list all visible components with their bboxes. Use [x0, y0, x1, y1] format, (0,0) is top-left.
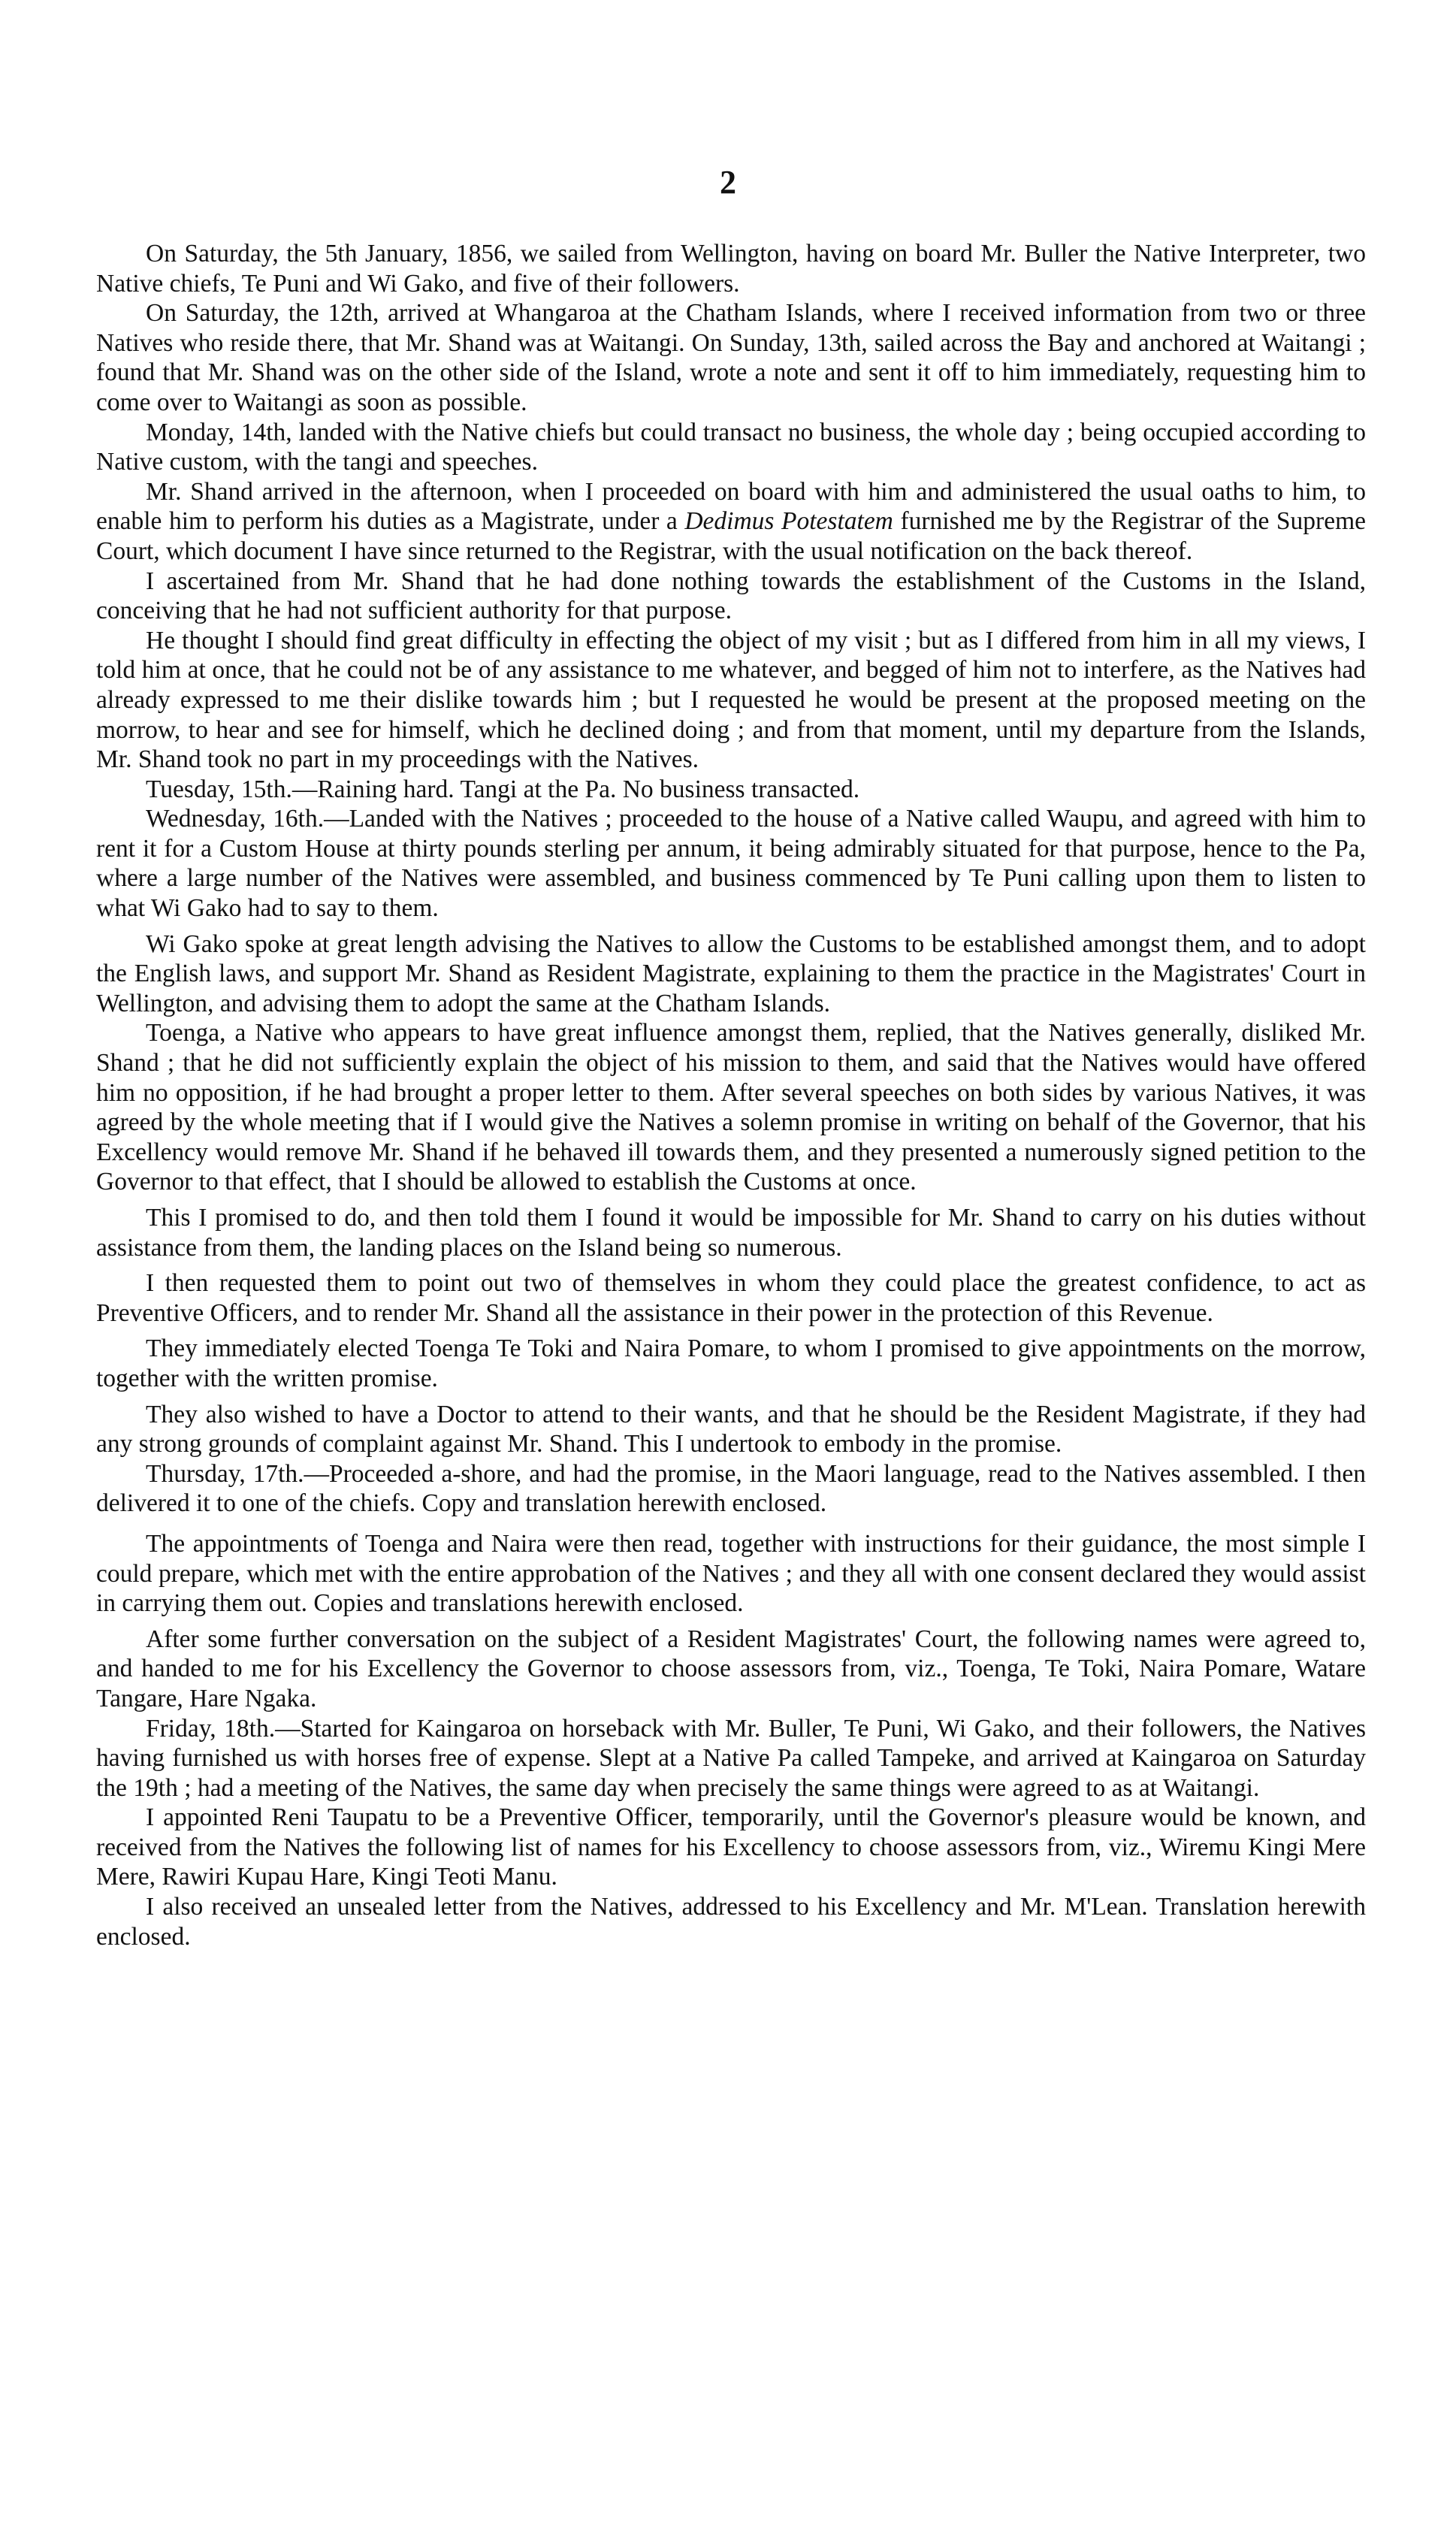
paragraph: They also wished to have a Doctor to attend to their wants, and that he should be the Resident Magistrate, if they had any strong grounds of complaint against Mr. Shand. This I undertook to embody in the promise. — [96, 1400, 1366, 1458]
paragraph: Tuesday, 15th.—Raining hard. Tangi at the Pa. No business transacted. — [146, 775, 860, 803]
italic-phrase: Dedimus Potestatem — [684, 507, 893, 536]
paragraph-text: furnished me by the Registrar of the Supreme Court, which document I have since returned to the Registrar, with the usual notification on the back thereof. — [96, 507, 1366, 565]
paragraph: He thought I should find great difficulty in effecting the object of my visit ; but as I differed from him in all my views, I told him at once, that he could not be of any assistance to me whatever, and begged of him not to interfere, as the Natives had already expressed to me their dislike towards him ; but I requested he would be present at the proposed meeting on the morrow, to hear and see for himself, which he declined doing ; and from that moment, until my departure from the Islands, Mr. Shand took no part in my proceedings with the Natives. — [96, 626, 1366, 774]
paragraph: Friday, 18th.—Started for Kaingaroa on horseback with Mr. Buller, Te Puni, Wi Gako, and their followers, the Natives having furnished us with horses free of expense. Slept at a Native Pa called Tampeke, and arrived at Kaingaroa on Saturday the 19th ; had a meeting of the Natives, the same day when precisely the same things were agreed to as at Waitangi. — [96, 1714, 1366, 1802]
paragraph: On Saturday, the 5th January, 1856, we sailed from Wellington, having on board Mr. Buller the Native Interpreter, two Native chiefs, Te Puni and Wi Gako, and five of their followers. — [96, 240, 1366, 298]
paragraph — [96, 477, 1366, 567]
paragraph: Thursday, 17th.—Proceeded a-shore, and had the promise, in the Maori language, read to the Natives assembled. I then delivered it to one of the chiefs. Copy and translation herewith enclosed. — [96, 1459, 1366, 1518]
paragraph: Toenga, a Native who appears to have great influence amongst them, replied, that the Natives generally, disliked Mr. Shand ; that he did not sufficiently explain the object of his mission to them, and said that the Natives would have offered him no opposition, if he had brought a proper letter to them. After several speeches on both sides by various Natives, it was agreed by the whole meeting that if I would give the Natives a solemn promise in writing on behalf of the Governor, that his Excellency would remove Mr. Shand if he behaved ill towards them, and they presented a numerously signed petition to the Governor to that effect, that I should be allowed to establish the Customs at once. — [96, 1019, 1366, 1196]
paragraph: I appointed Reni Taupatu to be a Preventive Officer, temporarily, until the Governor's pleasure would be known, and received from the Natives the following list of names for his Excellency to choose assessors from, viz., Wiremu Kingi Mere Mere, Rawiri Kupau Hare, Kingi Teoti Manu. — [96, 1803, 1366, 1891]
paragraph: This I promised to do, and then told them I found it would be impossible for Mr. Shand to carry on his duties without assistance from them, the landing places on the Island being so numerous. — [96, 1204, 1366, 1262]
paragraph: Monday, 14th, landed with the Native chiefs but could transact no business, the whole day ; being occupied according to Native custom, with the tangi and speeches. — [96, 418, 1366, 476]
paragraph: I then requested them to point out two of themselves in whom they could place the greatest confidence, to act as Preventive Officers, and to render Mr. Shand all the assistance in their power in the protection of this Revenue. — [96, 1269, 1366, 1327]
paragraph: The appointments of Toenga and Naira were then read, together with instructions for their guidance, the most simple I could prepare, which met with the entire approbation of the Natives ; and they all with one consent declared they would assist in carrying them out. Copies and translations herewith enclosed. — [96, 1529, 1366, 1618]
text-body — [96, 239, 1366, 1951]
paragraph: I also received an unsealed letter from the Natives, addressed to his Excellency and Mr. M'Lean. Translation herewith enclosed. — [96, 1893, 1366, 1951]
paragraph: Wi Gako spoke at great length advising the Natives to allow the Customs to be established amongst them, and to adopt the English laws, and support Mr. Shand as Resident Magistrate, explaining to them the practice in the Magistrates' Court in Wellington, and advising them to adopt the same at the Chatham Islands. — [96, 930, 1366, 1017]
paragraph: Wednesday, 16th.—Landed with the Natives ; proceeded to the house of a Native called Waupu, and agreed with him to rent it for a Custom House at thirty pounds sterling per annum, it being admirably situated for that purpose, hence to the Pa, where a large number of the Natives were assembled, and business commenced by Te Puni calling upon them to listen to what Wi Gako had to say to them. — [96, 805, 1366, 923]
paragraph: On Saturday, the 12th, arrived at Whangaroa at the Chatham Islands, where I received information from two or three Natives who reside there, that Mr. Shand was at Waitangi. On Sunday, 13th, sailed across the Bay and anchored at Waitangi ; found that Mr. Shand was on the other side of the Island, wrote a note and sent it off to him immediately, requesting him to come over to Waitangi as soon as possible. — [96, 299, 1366, 416]
paragraph: After some further conversation on the subject of a Resident Magistrates' Court, the following names were agreed to, and handed to me for his Excellency the Governor to choose assessors from, viz., Toenga, Te Toki, Naira Pomare, Watare Tangare, Hare Ngaka. — [96, 1625, 1366, 1712]
paragraph: I ascertained from Mr. Shand that he had done nothing towards the establishment of the Customs in the Island, conceiving that he had not sufficient authority for that purpose. — [96, 567, 1366, 625]
paragraph: They immediately elected Toenga Te Toki and Naira Pomare, to whom I promised to give appointments on the morrow, together with the written promise. — [96, 1335, 1366, 1392]
paragraph-text: Mr. Shand arrived in the afternoon, when I proceeded on board with him and administered the usual oaths to him, to enable him to perform his duties as a Magistrate, under a — [96, 477, 1366, 536]
page-number: 2 — [720, 164, 736, 201]
